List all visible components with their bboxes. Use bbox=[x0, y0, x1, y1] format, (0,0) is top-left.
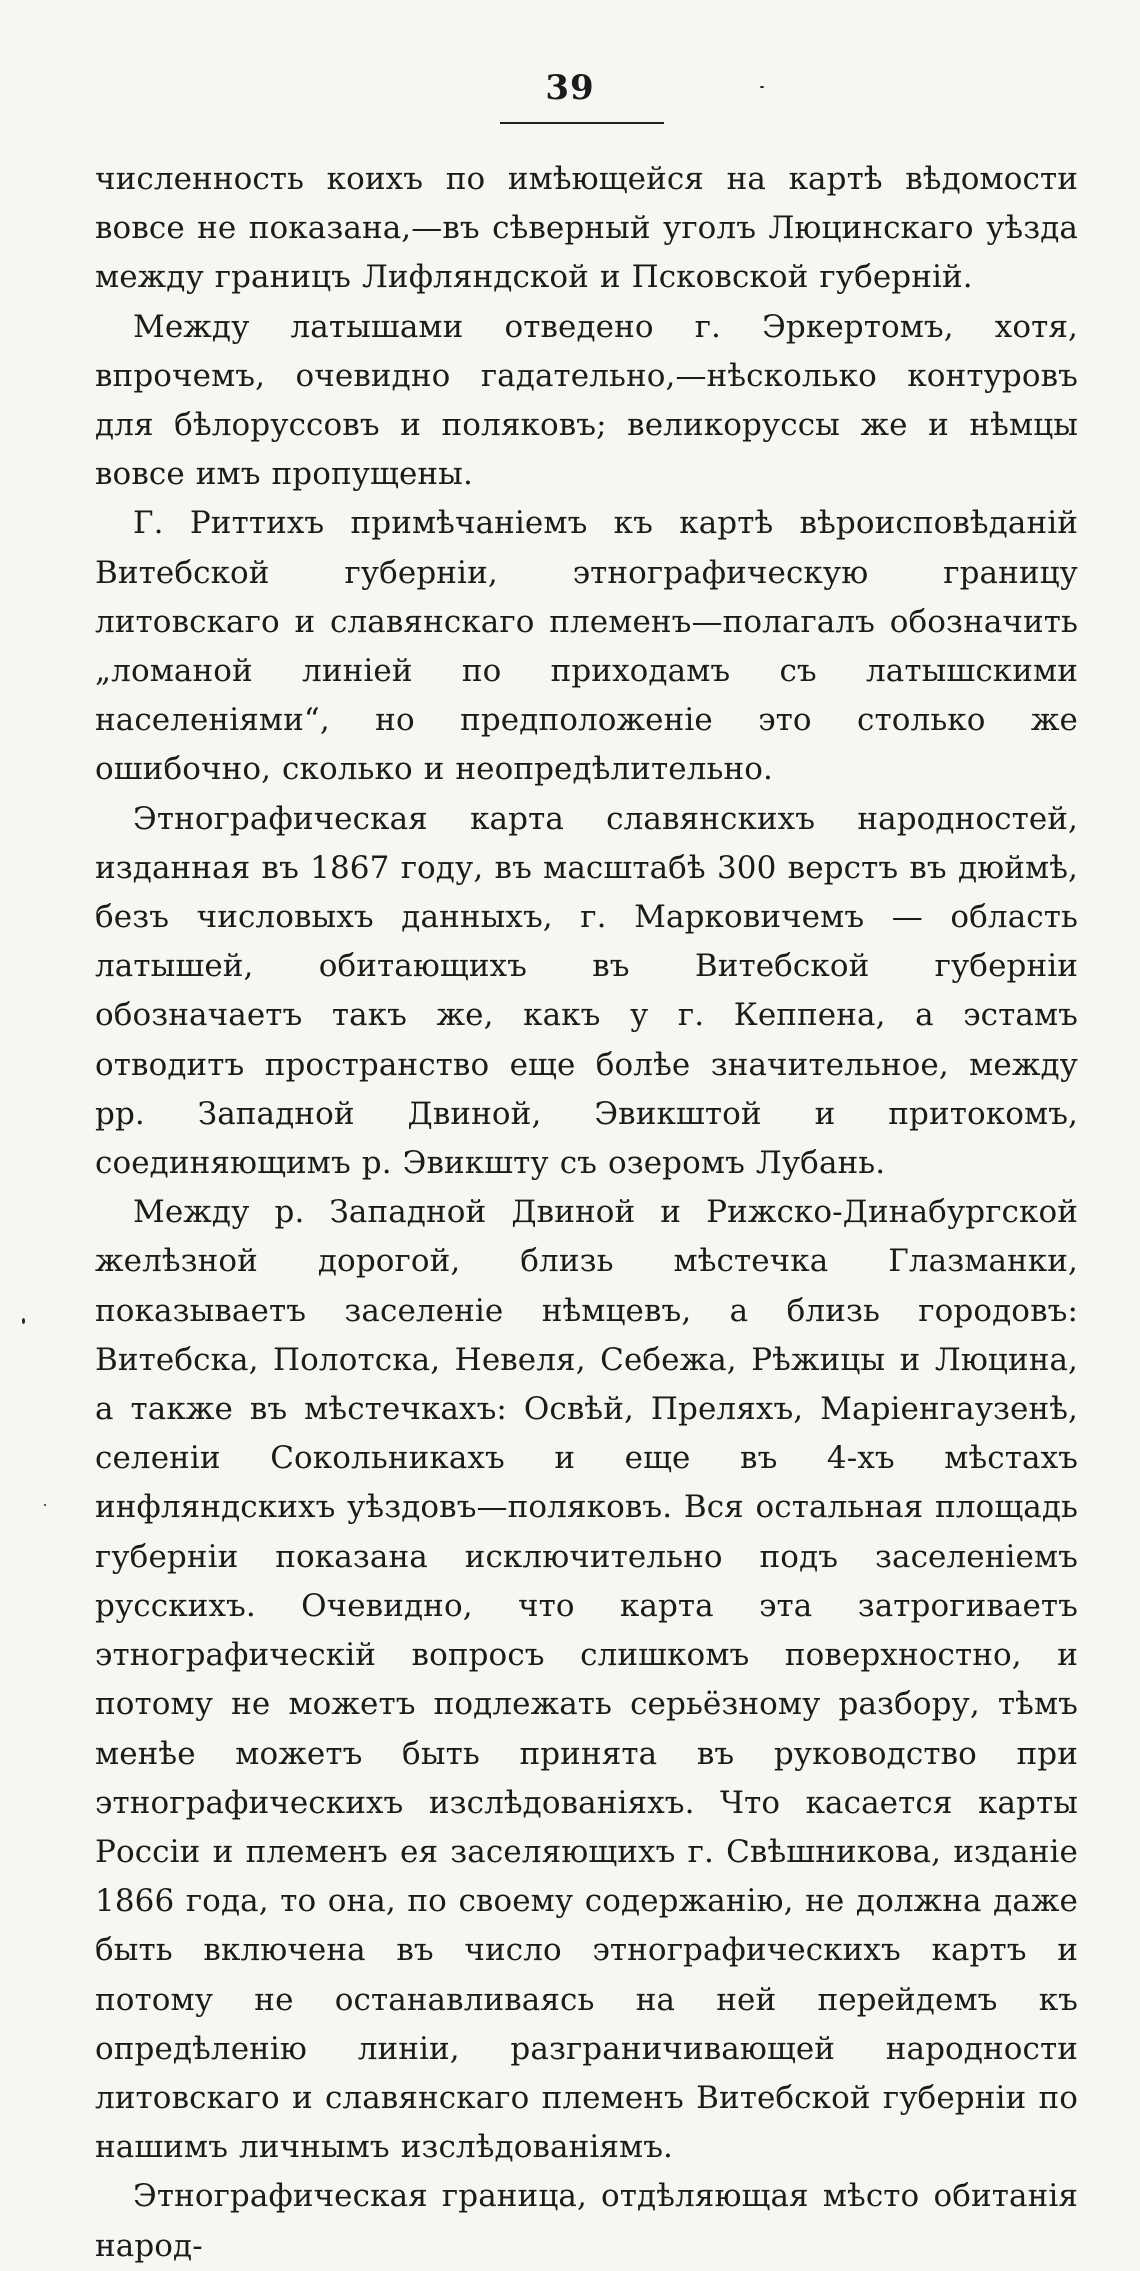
paragraph: численность коихъ по имѣющейся на картѣ вѣдомости вовсе не показана,—въ сѣверный уголъ Люцинскаго уѣзда между границъ Лифляндской и Псковской губерній. bbox=[95, 161, 1078, 296]
paragraph: Между латышами отведено г. Эркертомъ, хотя, впрочемъ, очевидно гадательно,—нѣсколько контуровъ для бѣлоруссовъ и поляковъ; великоруссы же и нѣмцы вовсе имъ пропущены. bbox=[95, 308, 1078, 493]
paragraph: Этнографическая граница, отдѣляющая мѣсто обитанія народ- bbox=[95, 2178, 1078, 2264]
paragraph: Этнографическая карта славянскихъ народностей, изданная въ 1867 году, въ масштабѣ 300 верстъ въ дюймѣ, безъ числовыхъ данныхъ, г. Марковичемъ — область латышей, обитающихъ въ Витебской губерніи обозначаетъ такъ же, какъ у г. Кеппена, а эстамъ отводитъ пространство еще болѣе значительное, между рр. Западной Двиной, Эвикштой и притокомъ, соединяющимъ р. Эвикшту съ озеромъ Лубань. bbox=[95, 800, 1078, 1182]
body-text bbox=[95, 155, 1078, 2271]
page-number-rule bbox=[500, 122, 664, 124]
scan-speck bbox=[44, 1504, 46, 1506]
scan-speck bbox=[760, 86, 764, 88]
page-number: 39 bbox=[545, 68, 595, 108]
paragraph: Между р. Западной Двиной и Рижско-Динабургской желѣзной дорогой, близь мѣстечка Глазманки, показываетъ заселеніе нѣмцевъ, а близь городовъ: Витебска, Полотска, Невеля, Себежа, Рѣжицы и Люцина, а также въ мѣстечкахъ: Освѣй, Преляхъ, Маріенгаузенѣ, селеніи Сокольникахъ и еще въ 4-хъ мѣстахъ инфляндскихъ уѣздовъ—поляковъ. Вся остальная площадь губерніи показана исключительно подъ заселеніемъ русскихъ. Очевидно, что карта эта затрогиваетъ этнографическій вопросъ слишкомъ поверхностно, и потому не можетъ подлежать серьёзному разбору, тѣмъ менѣе можетъ быть принята въ руководство при этнографическихъ изслѣдованіяхъ. Что касается карты Россіи и племенъ ея заселяющихъ г. Свѣшникова, изданіе 1866 года, то она, по своему содержанію, не должна даже быть включена въ число этнографическихъ картъ и потому не останавливаясь на ней перейдемъ къ опредѣленію линіи, разграничивающей народности литовскаго и славянскаго племенъ Витебской губерніи по нашимъ личнымъ изслѣдованіямъ. bbox=[95, 1194, 1078, 2166]
paragraph: Г. Риттихъ примѣчаніемъ къ картѣ вѣроисповѣданій Витебской губерніи, этнографическую границу литовскаго и славянскаго племенъ—полагалъ обозначить „ломаной линіей по приходамъ съ латышскими населеніями“, но предположеніе это столько же ошибочно, сколько и неопредѣлительно. bbox=[95, 505, 1078, 788]
scan-speck bbox=[22, 1318, 25, 1324]
